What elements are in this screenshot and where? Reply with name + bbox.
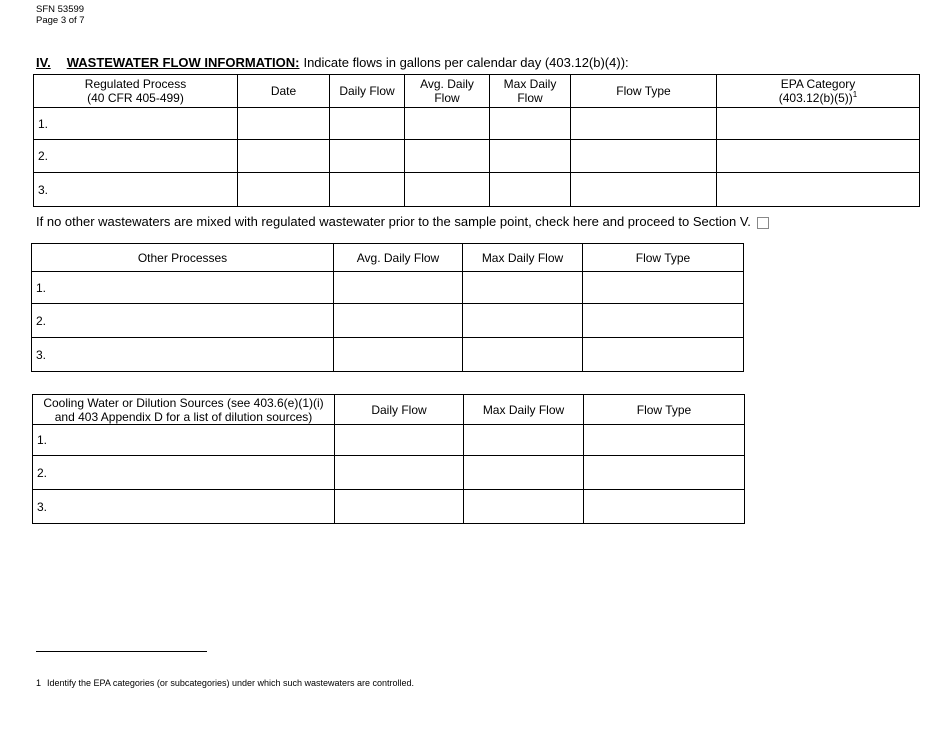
flow-type-cell[interactable]	[571, 173, 717, 207]
daily-flow-header: Daily Flow	[335, 395, 464, 425]
avg-daily-flow-cell[interactable]	[405, 173, 490, 207]
flow-type-cell[interactable]	[584, 490, 745, 524]
section-title: WASTEWATER FLOW INFORMATION:	[66, 55, 300, 70]
avg-daily-flow-header: Avg. Daily Flow	[405, 75, 490, 108]
table-header-row	[33, 395, 745, 425]
page-number: Page 3 of 7	[36, 15, 85, 26]
mixed-wastewater-text: If no other wastewaters are mixed with regulated wastewater prior to the sample point, check here and proceed to Section V.	[36, 214, 751, 229]
cooling-sources-header: Cooling Water or Dilution Sources (see 403.6(e)(1)(i) and 403 Appendix D for a list of dilution sources)	[33, 395, 335, 425]
cooling-water-table	[32, 394, 745, 524]
avg-daily-flow-cell[interactable]	[405, 108, 490, 140]
flow-type-cell[interactable]	[584, 425, 745, 456]
row-label[interactable]: 1.	[32, 272, 334, 304]
other-processes-table	[31, 243, 744, 372]
daily-flow-cell[interactable]	[335, 425, 464, 456]
max-daily-flow-cell[interactable]	[464, 490, 584, 524]
table-row	[33, 425, 745, 456]
flow-type-header: Flow Type	[571, 75, 717, 108]
other-processes-header: Other Processes	[32, 244, 334, 272]
max-daily-flow-header: Max Daily Flow	[490, 75, 571, 108]
footnote	[36, 678, 414, 688]
flow-type-header: Flow Type	[584, 395, 745, 425]
footnote-text: Identify the EPA categories (or subcategories) under which such wastewaters are controlled.	[47, 678, 415, 688]
max-daily-flow-cell[interactable]	[464, 425, 584, 456]
mixed-wastewater-note	[36, 214, 769, 229]
daily-flow-cell[interactable]	[330, 140, 405, 173]
max-daily-flow-header: Max Daily Flow	[463, 244, 583, 272]
regulated-process-table	[33, 74, 920, 207]
date-header: Date	[238, 75, 330, 108]
row-label[interactable]: 3.	[32, 338, 334, 372]
daily-flow-cell[interactable]	[330, 173, 405, 207]
section-heading	[36, 55, 629, 70]
table-row	[34, 173, 920, 207]
daily-flow-header: Daily Flow	[330, 75, 405, 108]
avg-daily-flow-header: Avg. Daily Flow	[334, 244, 463, 272]
epa-category-cell[interactable]	[717, 140, 920, 173]
row-label[interactable]: 2.	[33, 456, 335, 490]
max-daily-flow-cell[interactable]	[490, 108, 571, 140]
table-row	[32, 304, 744, 338]
daily-flow-cell[interactable]	[330, 108, 405, 140]
flow-type-cell[interactable]	[571, 108, 717, 140]
regulated-process-header: Regulated Process (40 CFR 405-499)	[34, 75, 238, 108]
flow-type-header: Flow Type	[583, 244, 744, 272]
epa-category-cell[interactable]	[717, 173, 920, 207]
flow-type-cell[interactable]	[571, 140, 717, 173]
avg-daily-flow-cell[interactable]	[334, 272, 463, 304]
row-label[interactable]: 3.	[34, 173, 238, 207]
epa-category-cell[interactable]	[717, 108, 920, 140]
table-header-row	[32, 244, 744, 272]
table-row	[33, 456, 745, 490]
avg-daily-flow-cell[interactable]	[405, 140, 490, 173]
table-row	[33, 490, 745, 524]
max-daily-flow-cell[interactable]	[463, 304, 583, 338]
row-label[interactable]: 3.	[33, 490, 335, 524]
table-row	[34, 108, 920, 140]
row-label[interactable]: 1.	[33, 425, 335, 456]
max-daily-flow-header: Max Daily Flow	[464, 395, 584, 425]
row-label[interactable]: 2.	[34, 140, 238, 173]
table-row	[34, 140, 920, 173]
max-daily-flow-cell[interactable]	[490, 140, 571, 173]
section-description: Indicate flows in gallons per calendar day (403.12(b)(4)):	[303, 55, 629, 70]
section-number: IV.	[36, 55, 51, 70]
max-daily-flow-cell[interactable]	[463, 338, 583, 372]
flow-type-cell[interactable]	[583, 304, 744, 338]
row-label[interactable]: 2.	[32, 304, 334, 338]
table-row	[32, 338, 744, 372]
avg-daily-flow-cell[interactable]	[334, 304, 463, 338]
table-header-row	[34, 75, 920, 108]
max-daily-flow-cell[interactable]	[490, 173, 571, 207]
flow-type-cell[interactable]	[583, 272, 744, 304]
max-daily-flow-cell[interactable]	[463, 272, 583, 304]
date-cell[interactable]	[238, 108, 330, 140]
table-row	[32, 272, 744, 304]
footnote-divider	[36, 651, 207, 652]
form-number: SFN 53599	[36, 4, 85, 15]
max-daily-flow-cell[interactable]	[464, 456, 584, 490]
daily-flow-cell[interactable]	[335, 490, 464, 524]
date-cell[interactable]	[238, 140, 330, 173]
daily-flow-cell[interactable]	[335, 456, 464, 490]
flow-type-cell[interactable]	[584, 456, 745, 490]
epa-category-header: EPA Category $(403.12(b)(5))^1$	[717, 75, 920, 108]
proceed-checkbox[interactable]	[757, 217, 769, 229]
flow-type-cell[interactable]	[583, 338, 744, 372]
row-label[interactable]: 1.	[34, 108, 238, 140]
date-cell[interactable]	[238, 173, 330, 207]
avg-daily-flow-cell[interactable]	[334, 338, 463, 372]
footnote-number: 1	[36, 678, 42, 688]
